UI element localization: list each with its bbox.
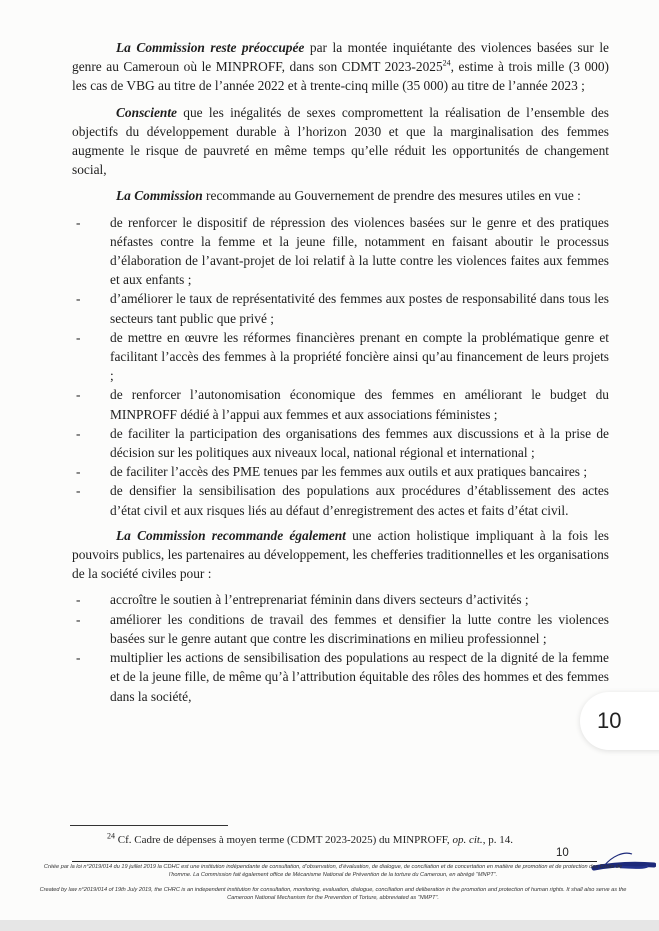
list-item-text: de renforcer l’autonomisation économique des femmes en améliorant le budget du MINPROFF dédié à l’appui aux femmes et aux associations féministes ; [110, 387, 609, 422]
recommendations-list-stakeholders [72, 590, 609, 705]
list-item-text: accroître le soutien à l’entreprenariat féminin dans divers secteurs d’activités ; [110, 592, 529, 608]
list-item-text: d’améliorer le taux de représentativité des femmes aux postes de responsabilité dans tous les secteurs tant public que privé ; [110, 291, 609, 326]
list-item [76, 648, 609, 706]
paragraph-lead: La Commission reste préoccupée [116, 40, 305, 55]
paragraph-text: , estime à trois mille (3 000) les cas de VBG au titre de l’année 2022 et à trente-cinq mille (35 000) au titre de l’année 2023 ; [72, 59, 609, 94]
list-item-text: améliorer les conditions de travail des femmes et densifier la lutte contre les violences basées sur le genre autant que contre les discriminations en milieu professionnel ; [110, 611, 609, 646]
paragraph-text: une action holistique impliquant à la fois les pouvoirs publics, les partenaires au développement, les chefferies traditionnelles et les organisations de la société civiles pour : [72, 527, 609, 582]
paragraph-text: que les inégalités de sexes compromettent la réalisation de l’ensemble des objectifs du développement durable à l’horizon 2030 et que la marginalisation des femmes augmente le risque de pauvreté en même temps qu’elle réduit les opportunités de changement social, [72, 104, 609, 178]
footer-separator [72, 861, 597, 862]
list-item [76, 289, 609, 327]
document-page-number: 10 [556, 847, 569, 859]
paragraph-recommande-egalement [72, 526, 609, 584]
list-item-text: de faciliter l’accès des PME tenues par les femmes aux outils et aux pratiques bancaires ; [110, 464, 588, 480]
list-dash: - [76, 329, 81, 345]
list-dash: - [76, 592, 81, 608]
list-item-text: de faciliter la participation des organisations des femmes aux discussions et à la prise de décision sur les politiques aux niveaux local, national régional et international ; [110, 425, 609, 461]
paragraph-text: recommande au Gouvernement de prendre des mesures utiles en vue : [202, 188, 581, 204]
paragraph-consciente [72, 103, 609, 180]
list-dash: - [76, 214, 81, 230]
list-dash: - [76, 291, 81, 307]
list-dash: - [76, 650, 81, 666]
footnote-ref[interactable]: 24 [442, 58, 451, 68]
list-item-text: multiplier les actions de sensibilisation des populations au respect de la dignité de la femme et de la jeune fille, de même qu’à l’attribution équitable des rôles des hommes et des femmes dans la société, [110, 650, 609, 704]
list-item [76, 385, 609, 423]
list-item [76, 328, 609, 386]
footnote [107, 831, 513, 846]
list-item [76, 213, 609, 290]
page-indicator-number: 10 [597, 708, 622, 733]
footnote-separator [70, 825, 228, 826]
list-item [76, 481, 609, 519]
list-item-text: de densifier la sensibilisation des populations aux procédures d’établissement des actes d’état civil et aux risques liés au défaut d’enregistrement des actes et faits d’état civil. [110, 483, 609, 518]
footer-french-legal-text: Créée par la loi n°2019/014 du 19 juillet 2019 la CDHC est une institution indépendante de consultation, d’observation, d’évaluation, de dialogue, de conciliation et de concertation en matière de promotion et de protection des Droits de l’homme. La Commission fait également office de Mécanisme National de Prévention de la torture du Cameroun, en abrégé “MNPT”. [43, 864, 623, 878]
footnote-number: 24 [107, 831, 115, 841]
footnote-text: Cf. Cadre de dépenses à moyen terme (CDMT 2023-2025) du MINPROFF, [115, 834, 453, 846]
footnote-text-end: , p. 14. [482, 834, 513, 846]
list-item [76, 424, 609, 462]
footer-english-legal-text: Created by law n°2019/014 of 19th July 2019, the CHRC is an independent institution for consultation, monitoring, evaluation, dialogue, conciliation and deliberation in the promotion and protection of human rights. It shall also serve as the Cameroon National Mechanism for the Prevention of Torture, abbreviated as “NMPT”. [39, 887, 627, 901]
paragraph-preoccupation [72, 38, 609, 96]
page-indicator-badge[interactable] [580, 692, 659, 750]
list-dash: - [76, 464, 81, 480]
list-dash: - [76, 483, 81, 499]
paragraph-lead: Consciente [116, 104, 178, 120]
paragraph-lead: La Commission recommande également [116, 527, 346, 543]
paragraph-text: par la montée inquiétante des violences basées sur le genre au Cameroun où le MINPROFF, dans son CDMT 2023-2025 [72, 40, 609, 75]
list-item-text: de renforcer le dispositif de répression des violences basées sur le genre et des pratiques néfastes contre la femme et la jeune fille, notamment en faisant aboutir le processus d’élaboration de l’avant-projet de loi relatif à la lutte contre les violences faites aux femmes et aux enfants ; [110, 214, 609, 288]
document-body [72, 38, 609, 712]
list-item [76, 610, 609, 648]
paragraph-lead: La Commission [116, 188, 203, 204]
paragraph-recommande [72, 186, 609, 205]
footnote-italic: op. cit. [452, 834, 483, 846]
list-dash: - [76, 611, 81, 627]
recommendations-list-government [72, 213, 609, 520]
list-dash: - [76, 387, 81, 403]
list-item [76, 590, 609, 609]
list-dash: - [76, 425, 81, 441]
viewer-bottom-bar [0, 920, 659, 931]
list-item [76, 462, 609, 481]
list-item-text: de mettre en œuvre les réformes financières prenant en compte la problématique genre et facilitant l’accès des femmes à la propriété foncière ainsi qu’au financement de leurs projets ; [110, 329, 609, 384]
